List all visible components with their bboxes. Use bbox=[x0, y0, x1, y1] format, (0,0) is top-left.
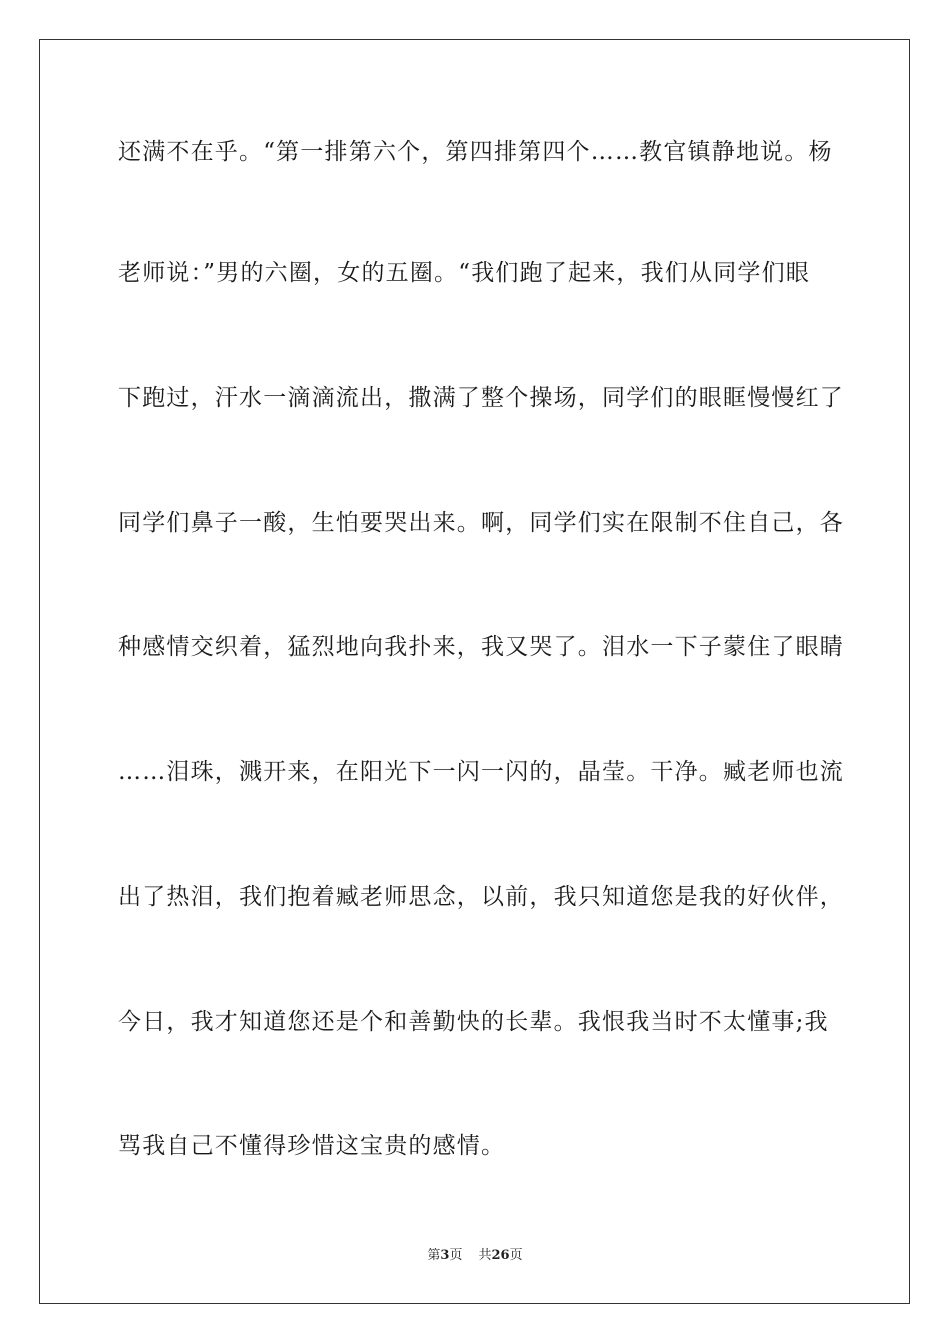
body-line-2: 老师说：”男的六圈，女的五圈。“我们跑了起来，我们从同学们眼 bbox=[118, 260, 811, 286]
page-number: 3 bbox=[440, 1248, 450, 1263]
page-footer bbox=[0, 1247, 950, 1265]
body-line-7: 出了热泪，我们抱着臧老师思念，以前，我只知道您是我的好伙伴， bbox=[118, 884, 844, 910]
total-suffix: 页 bbox=[509, 1248, 523, 1263]
total-prefix: 共 bbox=[478, 1248, 492, 1263]
body-line-8: 今日，我才知道您还是个和善勤快的长辈。我恨我当时不太懂事;我 bbox=[118, 1009, 829, 1035]
total-pages: 26 bbox=[491, 1248, 510, 1263]
body-line-4: 同学们鼻子一酸，生怕要哭出来。啊，同学们实在限制不住自己，各 bbox=[118, 510, 844, 536]
body-line-9: 骂我自己不懂得珍惜这宝贵的感情。 bbox=[118, 1133, 506, 1159]
page-suffix: 页 bbox=[449, 1248, 463, 1263]
body-line-3: 下跑过，汗水一滴滴流出，撒满了整个操场，同学们的眼眶慢慢红了 bbox=[118, 385, 844, 411]
page-frame bbox=[39, 39, 910, 1304]
body-line-6: ……泪珠，溅开来，在阳光下一闪一闪的，晶莹。干净。臧老师也流 bbox=[118, 759, 844, 785]
body-line-1: 还满不在乎。“第一排第六个，第四排第四个……教官镇静地说。杨 bbox=[118, 139, 833, 165]
page-prefix: 第 bbox=[427, 1248, 441, 1263]
body-line-5: 种感情交织着，猛烈地向我扑来，我又哭了。泪水一下子蒙住了眼睛 bbox=[118, 634, 844, 660]
